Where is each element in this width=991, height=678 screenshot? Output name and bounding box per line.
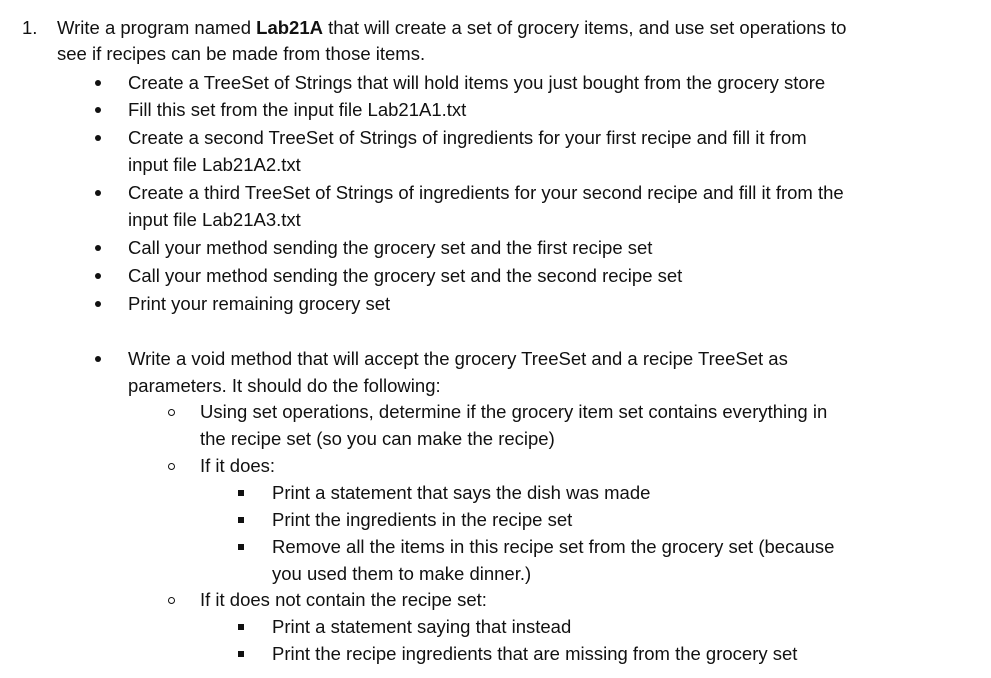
bullet-disc (95, 190, 101, 196)
method-bullet-text: parameters. It should do the following: (128, 375, 441, 396)
bullet-disc (95, 135, 101, 141)
bullet-circle (168, 597, 175, 604)
sub-sub-item-text: Print the recipe ingredients that are missing from the grocery set (272, 643, 798, 664)
bullet-disc (95, 107, 101, 113)
sub-sub-item-text: Print the ingredients in the recipe set (272, 509, 573, 530)
main-bullet-text: input file Lab21A3.txt (128, 209, 301, 230)
sub-item-text: If it does: (200, 455, 276, 476)
main-bullet-text: Call your method sending the grocery set and the second recipe set (128, 265, 683, 286)
main-bullet-text: Print your remaining grocery set (128, 293, 391, 314)
bullet-square (238, 651, 244, 657)
sub-item-text: Using set operations, determine if the grocery item set contains everything in (200, 401, 828, 422)
main-bullet-text: Fill this set from the input file Lab21A1.txt (128, 99, 467, 120)
main-bullet-text: Create a TreeSet of Strings that will hold items you just bought from the grocery store (128, 72, 826, 93)
main-bullet-text: Create a third TreeSet of Strings of ingredients for your second recipe and fill it from the (128, 182, 844, 203)
bullet-disc (95, 245, 101, 251)
sub-sub-item-text: Print a statement that says the dish was made (272, 482, 651, 503)
intro-line-2: see if recipes can be made from those items. (57, 43, 426, 64)
bullet-circle (168, 463, 175, 470)
bullet-square (238, 624, 244, 630)
main-bullet-text: input file Lab21A2.txt (128, 154, 301, 175)
bullet-disc (95, 301, 101, 307)
bullet-square (238, 544, 244, 550)
intro-prefix: Write a program named (57, 17, 257, 38)
bullet-square (238, 490, 244, 496)
main-bullet-text: Call your method sending the grocery set and the first recipe set (128, 237, 653, 258)
method-bullet-text: Write a void method that will accept the grocery TreeSet and a recipe TreeSet as (128, 348, 788, 369)
bullet-disc (95, 273, 101, 279)
intro-suffix: that will create a set of grocery items, and use set operations to (322, 17, 847, 38)
list-number: 1. (22, 17, 38, 38)
sub-sub-item-text: you used them to make dinner.) (272, 563, 532, 584)
sub-sub-item-text: Remove all the items in this recipe set from the grocery set (because (272, 536, 835, 557)
program-name: Lab21A (256, 17, 323, 38)
bullet-square (238, 517, 244, 523)
sub-item-text: If it does not contain the recipe set: (200, 589, 487, 610)
bullet-disc (95, 356, 101, 362)
bullet-disc (95, 80, 101, 86)
bullet-circle (168, 409, 175, 416)
main-bullet-text: Create a second TreeSet of Strings of ingredients for your first recipe and fill it from (128, 127, 807, 148)
sub-item-text: the recipe set (so you can make the recipe) (200, 428, 555, 449)
intro-line-1 (57, 19, 846, 38)
sub-sub-item-text: Print a statement saying that instead (272, 616, 572, 637)
